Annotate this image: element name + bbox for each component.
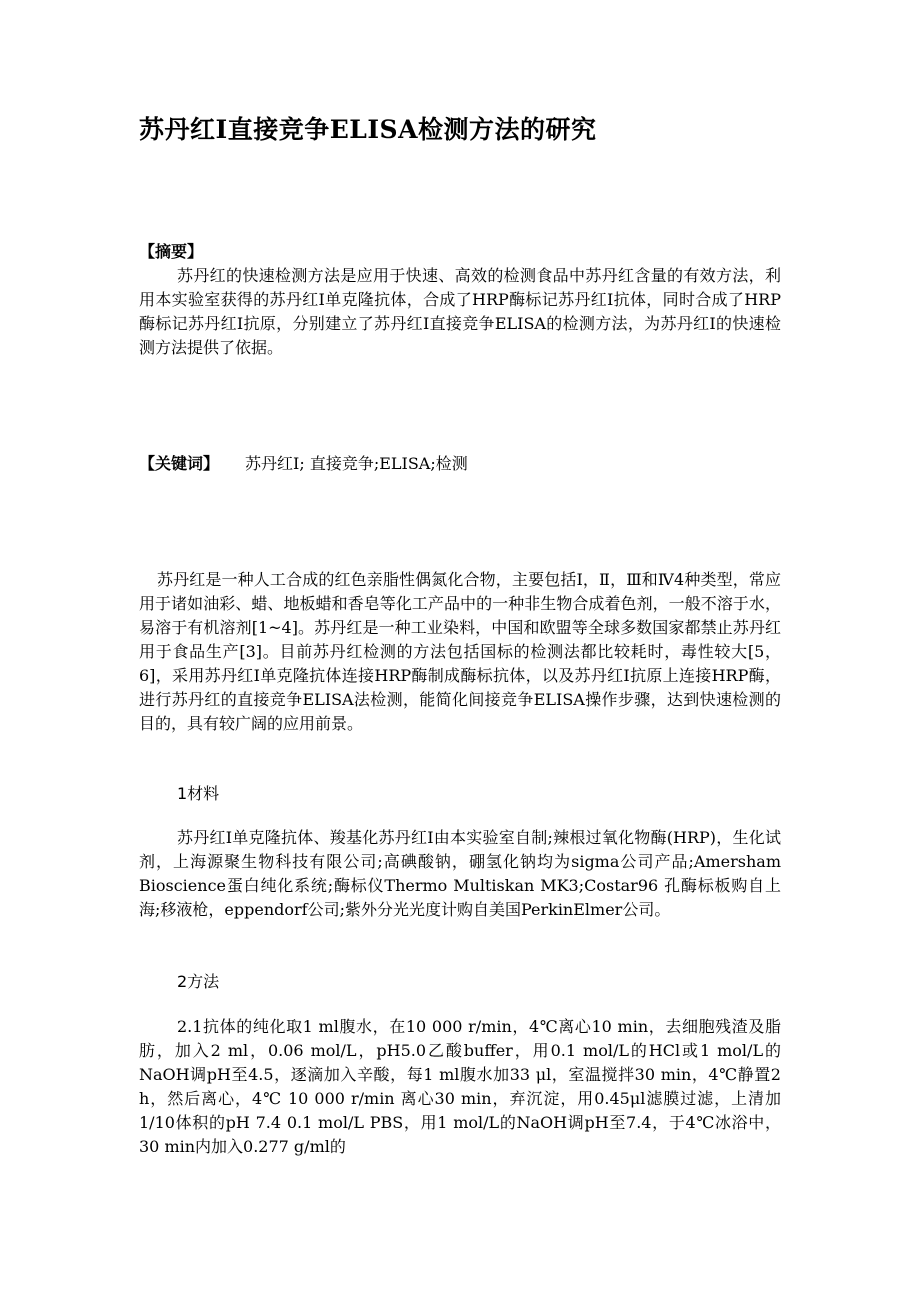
introduction-paragraph: 苏丹红是一种人工合成的红色亲脂性偶氮化合物，主要包括Ⅰ，Ⅱ，Ⅲ和Ⅳ4种类型，常应用于诸如油彩、蜡、地板蜡和香皂等化工产品中的一种非生物合成着色剂，一般不溶于水，易溶于有机溶剂[1~4]。苏丹红是一种工业染料，中国和欧盟等全球多数国家都禁止苏丹红用于食品生产[3]。目前苏丹红检测的方法包括国标的检测法都比较耗时，毒性较大[5，6]，采用苏丹红Ⅰ单克隆抗体连接HRP酶制成酶标抗体，以及苏丹红Ⅰ抗原上连接HRP酶，进行苏丹红的直接竞争ELISA法检测，能简化间接竞争ELISA操作步骤，达到快速检测的目的，具有较广阔的应用前景。 [139, 570, 781, 733]
methods-paragraph: 2.1抗体的纯化取1 ml腹水，在10 000 r/min，4℃离心10 min，去细胞残渣及脂肪，加入2 ml，0.06 mol/L，pH5.0乙酸buffer，用0.1 mol/L的HCl或1 mol/L的NaOH调pH至4.5，逐滴加入辛酸，每1 ml腹水加33 μl，室温搅拌30 min，4℃静置2 h，然后离心，4℃ 10 000 r/min 离心30 min，弃沉淀，用0.45μl滤膜过滤，上清加1/10体积的pH 7.4 0.1 mol/L PBS，用1 mol/L的NaOH调pH至7.4，于4℃冰浴中，30 min内加入0.277 g/ml的 [139, 1017, 781, 1156]
section-heading-methods: 2方法 [177, 972, 220, 991]
keywords-line [139, 452, 468, 476]
materials-section [139, 826, 781, 922]
abstract-label: 【摘要】 [139, 242, 204, 261]
methods-section [139, 1015, 781, 1159]
keywords-label: 【关键词】 [139, 454, 220, 473]
abstract-text [139, 264, 781, 360]
document-title: 苏丹红Ⅰ直接竞争ELISA检测方法的研究 [139, 115, 597, 144]
abstract-paragraph: 苏丹红的快速检测方法是应用于快速、高效的检测食品中苏丹红含量的有效方法，利用本实验室获得的苏丹红Ⅰ单克隆抗体，合成了HRP酶标记苏丹红Ⅰ抗体，同时合成了HRP酶标记苏丹红Ⅰ抗原，分别建立了苏丹红Ⅰ直接竞争ELISA的检测方法，为苏丹红Ⅰ的快速检测方法提供了依据。 [139, 266, 781, 357]
introduction [139, 568, 781, 736]
materials-paragraph: 苏丹红Ⅰ单克隆抗体、羧基化苏丹红Ⅰ由本实验室自制;辣根过氧化物酶(HRP)，生化试剂，上海源聚生物科技有限公司;高碘酸钠，硼氢化钠均为sigma公司产品;Amersham Bioscience蛋白纯化系统;酶标仪Thermo Multiskan MK3;Costar96 孔酶标板购自上海;移液枪，eppendorf公司;紫外分光光度计购自美国PerkinElmer公司。 [139, 828, 781, 919]
section-heading-materials: 1材料 [177, 784, 220, 803]
keywords-text: 苏丹红Ⅰ; 直接竞争;ELISA;检测 [245, 454, 468, 473]
